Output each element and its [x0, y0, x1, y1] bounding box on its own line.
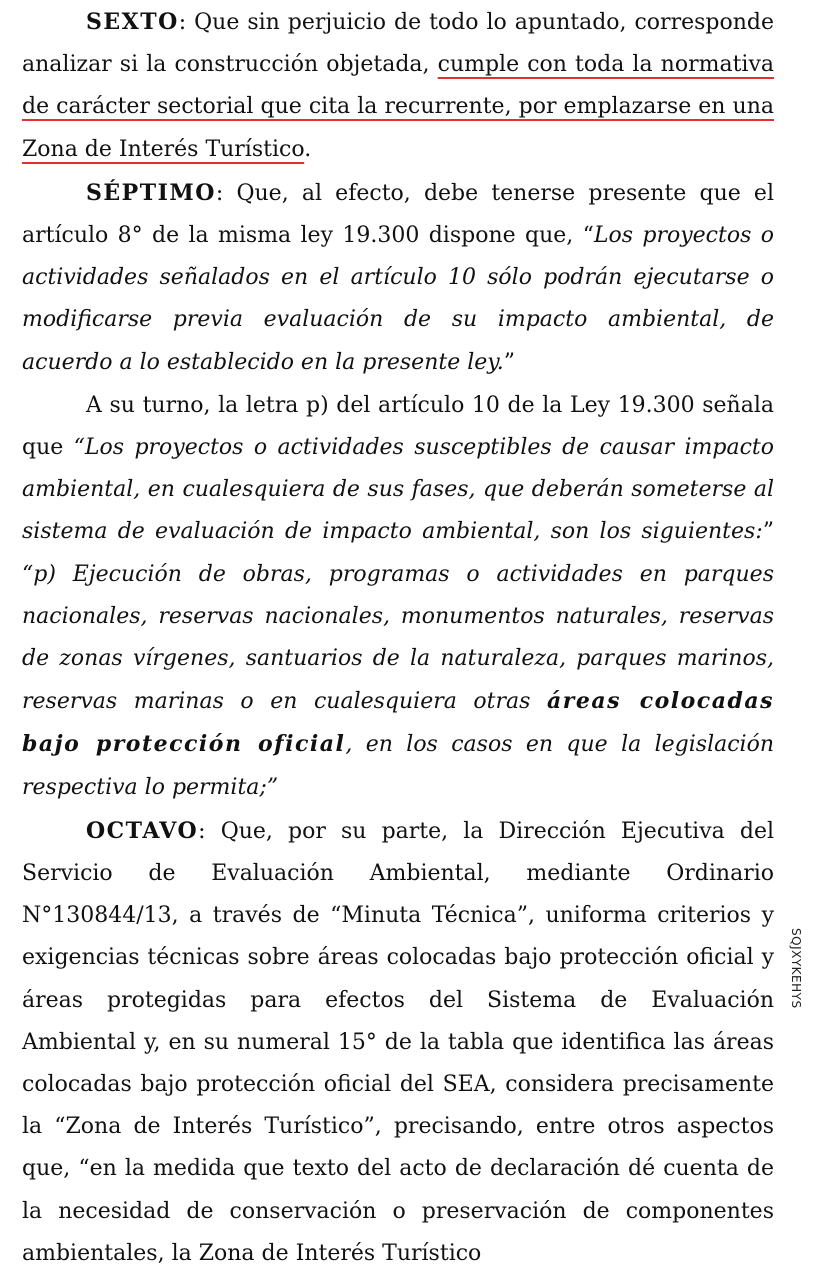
turno-intro: A su turno, la letra p) del artículo 10 de la Ley 19.300 señala que	[22, 392, 774, 461]
sexto-end: .	[304, 136, 312, 162]
heading-octavo: OCTAVO	[86, 817, 199, 844]
side-document-code: SQJXYKEHYS	[789, 928, 803, 1009]
turno-quote-3: , en los casos en que la legislación respectiva lo permita;”	[22, 732, 774, 800]
sexto-intro: : Que sin perjuicio de todo lo apuntado, corresponde analizar si la construcción objetada,	[22, 10, 774, 78]
turno-quote-1: “Los proyectos o actividades susceptibles de causar impacto ambiental, en cualesquiera de sus fases, que deberán someterse al sistema de evaluación de impacto ambiental, son los siguientes:	[22, 435, 774, 545]
turno-mid: ”	[762, 519, 774, 545]
septimo-end: ”	[503, 349, 516, 375]
paragraph-octavo	[22, 809, 774, 1275]
octavo-body: : Que, por su parte, la Dirección Ejecutiva del Servicio de Evaluación Ambiental, mediante Ordinario N°130844/13, a través de “Minuta Técnica”, uniforma criterios y exigencias técnicas sobre áreas colocadas bajo protección oficial y áreas protegidas para efectos del Sistema de Evaluación Ambiental y, en su numeral 15° de la tabla que identifica las áreas colocadas bajo protección oficial del SEA, considera precisamente la “Zona de Interés Turístico”, precisando, entre otros aspectos que, “en la medida que texto del acto de declaración dé cuenta de la necesidad de conservación o preservación de componentes ambientales, la Zona de Interés Turístico	[22, 818, 774, 1266]
sexto-underlined-text: cumple con toda la normativa de carácter sectorial que cita la recurrente, por emplazarse en una Zona de Interés Turístico	[22, 52, 775, 162]
heading-sexto: SEXTO	[86, 9, 179, 35]
paragraph-a-su-turno	[22, 384, 774, 809]
paragraph-sexto	[22, 0, 774, 171]
document-page	[22, 0, 774, 1275]
turno-quote-2: “p) Ejecución de obras, programas o actividades en parques nacionales, reservas nacionales, monumentos naturales, reservas de zonas vírgenes, santuarios de la naturaleza, parques marinos, reservas marinas o en cualesquiera otras	[22, 561, 774, 715]
septimo-intro: : Que, al efecto, debe tenerse presente que el artículo 8° de la misma ley 19.300 dispone que, “	[22, 180, 774, 249]
septimo-quote: Los proyectos o actividades señalados en el artículo 10 sólo podrán ejecutarse o modificarse previa evaluación de su impacto ambiental, de acuerdo a lo establecido en la presente ley.	[22, 223, 774, 375]
heading-septimo: SÉPTIMO	[86, 179, 216, 206]
paragraph-septimo	[22, 171, 774, 384]
turno-emphasis: áreas colocadas bajo protección oficial	[22, 688, 774, 758]
